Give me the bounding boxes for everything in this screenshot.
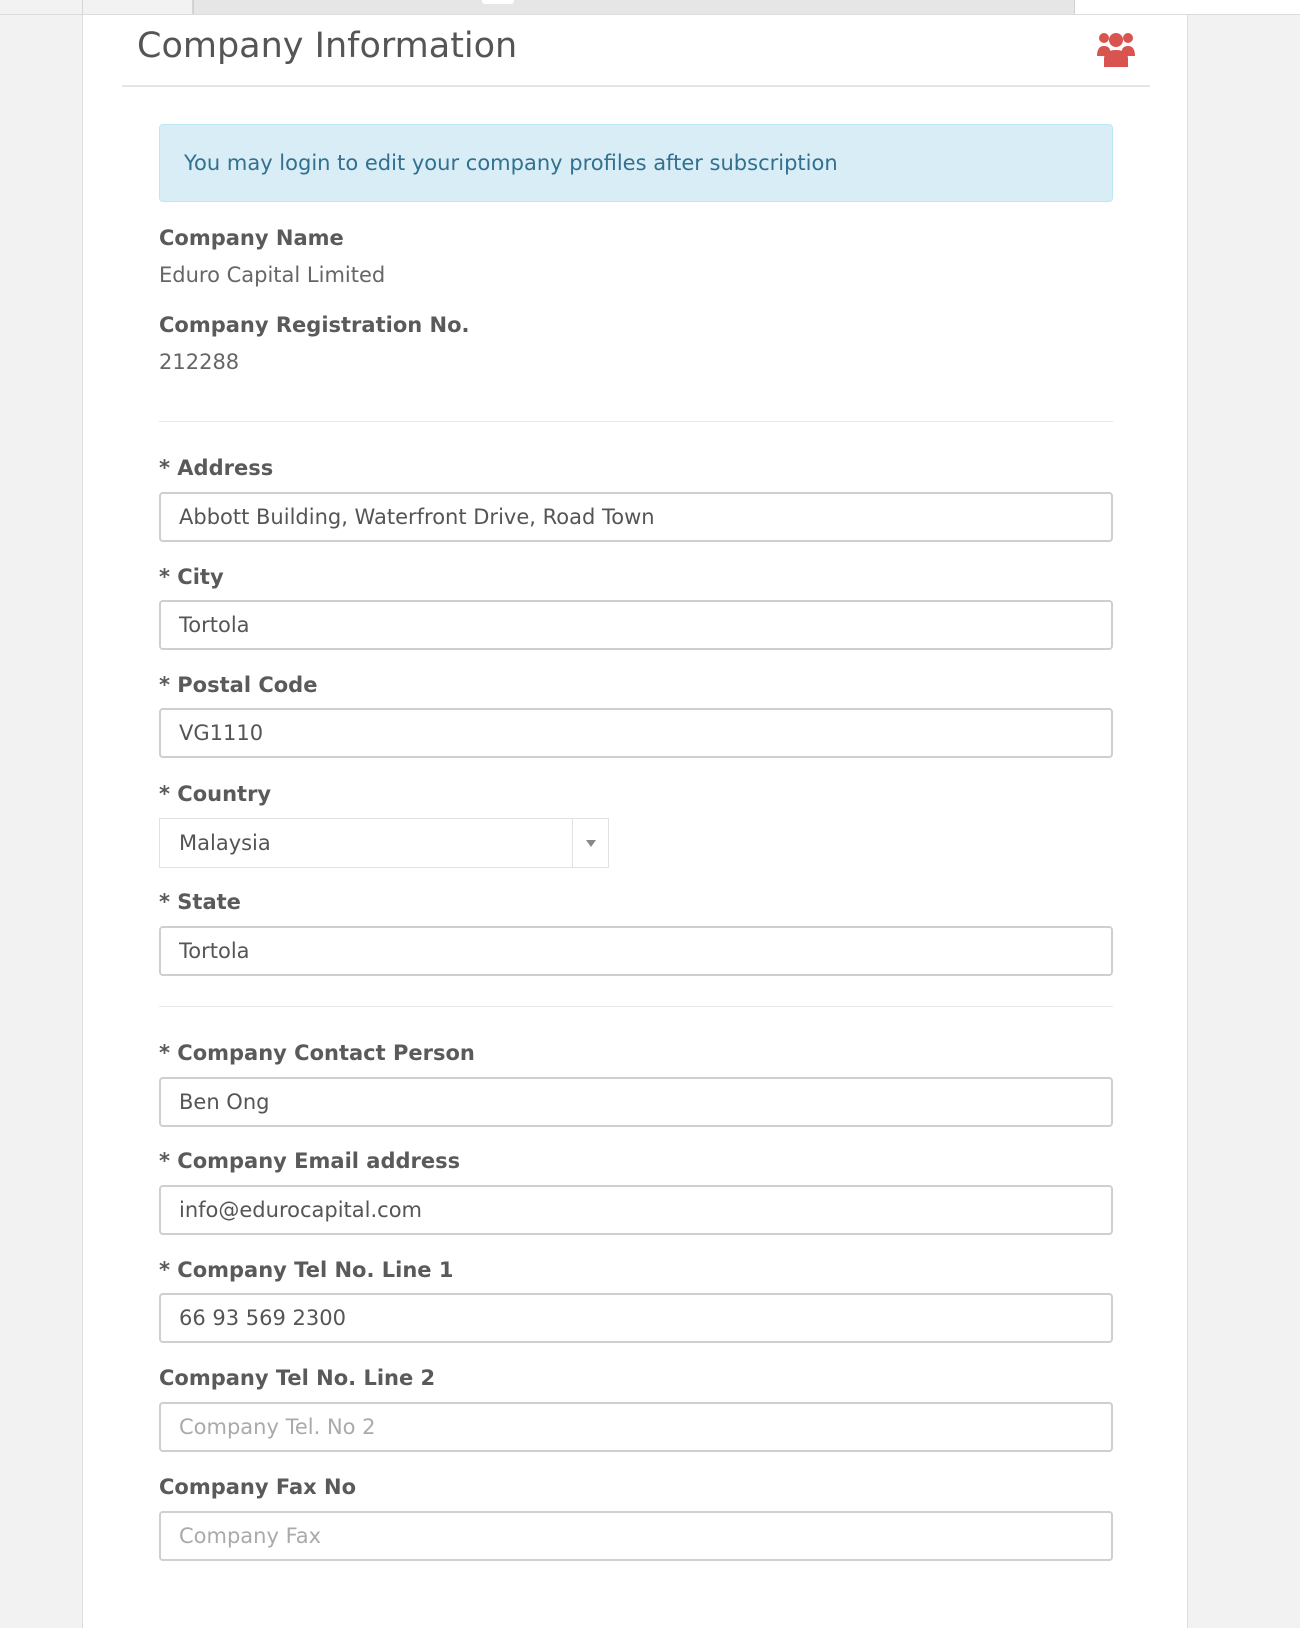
browser-tab-strip xyxy=(0,0,1300,15)
subscription-alert: You may login to edit your company profiles after subscription xyxy=(159,124,1113,202)
tel-2-input[interactable] xyxy=(159,1402,1113,1452)
address-input[interactable] xyxy=(159,492,1113,542)
tel-1-input[interactable] xyxy=(159,1293,1113,1343)
city-label: * City xyxy=(159,565,224,589)
postal-code-label: * Postal Code xyxy=(159,673,318,697)
country-label: * Country xyxy=(159,782,272,806)
company-name-value: Eduro Capital Limited xyxy=(159,263,386,287)
city-input[interactable] xyxy=(159,600,1113,650)
country-selected-value: Malaysia xyxy=(179,831,271,855)
chevron-down-icon xyxy=(586,840,596,847)
tab-active[interactable] xyxy=(193,0,1075,14)
page-title: Company Information xyxy=(137,26,518,66)
contact-person-label: * Company Contact Person xyxy=(159,1041,475,1065)
email-input[interactable] xyxy=(159,1185,1113,1235)
fax-label: Company Fax No xyxy=(159,1475,357,1499)
email-label: * Company Email address xyxy=(159,1149,461,1173)
company-name-label: Company Name xyxy=(159,226,344,250)
panel-header xyxy=(122,15,1150,87)
company-info-panel xyxy=(82,15,1188,1628)
tel-2-label: Company Tel No. Line 2 xyxy=(159,1366,436,1390)
fax-input[interactable] xyxy=(159,1511,1113,1561)
registration-value: 212288 xyxy=(159,350,240,374)
state-input[interactable] xyxy=(159,926,1113,976)
section-divider xyxy=(159,1006,1113,1007)
tab-left[interactable] xyxy=(0,0,193,14)
country-select[interactable] xyxy=(159,818,609,868)
postal-code-input[interactable] xyxy=(159,708,1113,758)
section-divider xyxy=(159,421,1113,422)
address-label: * Address xyxy=(159,456,274,480)
tel-1-label: * Company Tel No. Line 1 xyxy=(159,1258,454,1282)
state-label: * State xyxy=(159,890,241,914)
country-dropdown-toggle[interactable] xyxy=(572,819,608,867)
registration-label: Company Registration No. xyxy=(159,313,470,337)
tab-handle xyxy=(482,0,514,4)
contact-person-input[interactable] xyxy=(159,1077,1113,1127)
users-icon xyxy=(1096,29,1136,67)
